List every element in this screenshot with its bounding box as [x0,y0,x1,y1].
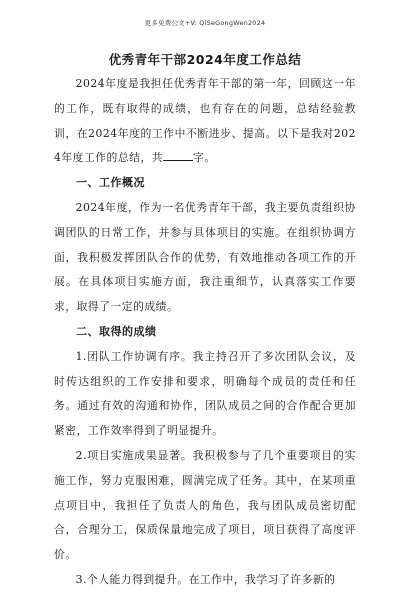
section-paragraph: 3.个人能力得到提升。在工作中，我学习了许多新的 [75,572,336,586]
section-heading: 一、工作概况 [76,176,145,190]
intro-paragraph [54,72,356,171]
document-body [54,72,356,593]
section-paragraph: 1.团队工作协调有序。我主持召开了多次团队会议，及时传达组织的工作安排和要求，明确每个成员的责任和任务。通过有效的沟通和协作，团队成员之间的合作配合更加紧密，工作效率得到了明显提升。 [54,349,356,438]
header-note: 更多免费公文+V: QiSeGongWen2024 [144,19,266,27]
intro-text: 2024年度是我担任优秀青年干部的第一年，回顾这一年的工作，既有取得的成绩，也有存在的问题，总结经验教训，在2024年度的工作中不断进步、提高。以下是我对2024年度工作的总结，共 [54,77,356,165]
intro-text-end: 字。 [193,151,216,165]
section-heading: 二、取得的成绩 [76,324,157,338]
section-paragraph: 2.项目实施成果显著。我积极参与了几个重要项目的实施工作，努力克服困难，圆满完成了任务。其中，在某项重点项目中，我担任了负责人的角色，我与团队成员密切配合，合理分工，保质保量地完成了项目，项目获得了高度评价。 [54,448,356,562]
document-title: 优秀青年干部2024年度工作总结 [108,52,302,67]
section-paragraph: 2024年度，作为一名优秀青年干部，我主要负责组织协调团队的日常工作，并参与具体项目的实施。在组织协调方面，我积极发挥团队合作的优势，有效地推动各项工作的开展。在具体项目实施方面，我注重细节，认真落实工作要求，取得了一定的成绩。 [54,200,356,314]
word-count-blank [163,150,193,161]
